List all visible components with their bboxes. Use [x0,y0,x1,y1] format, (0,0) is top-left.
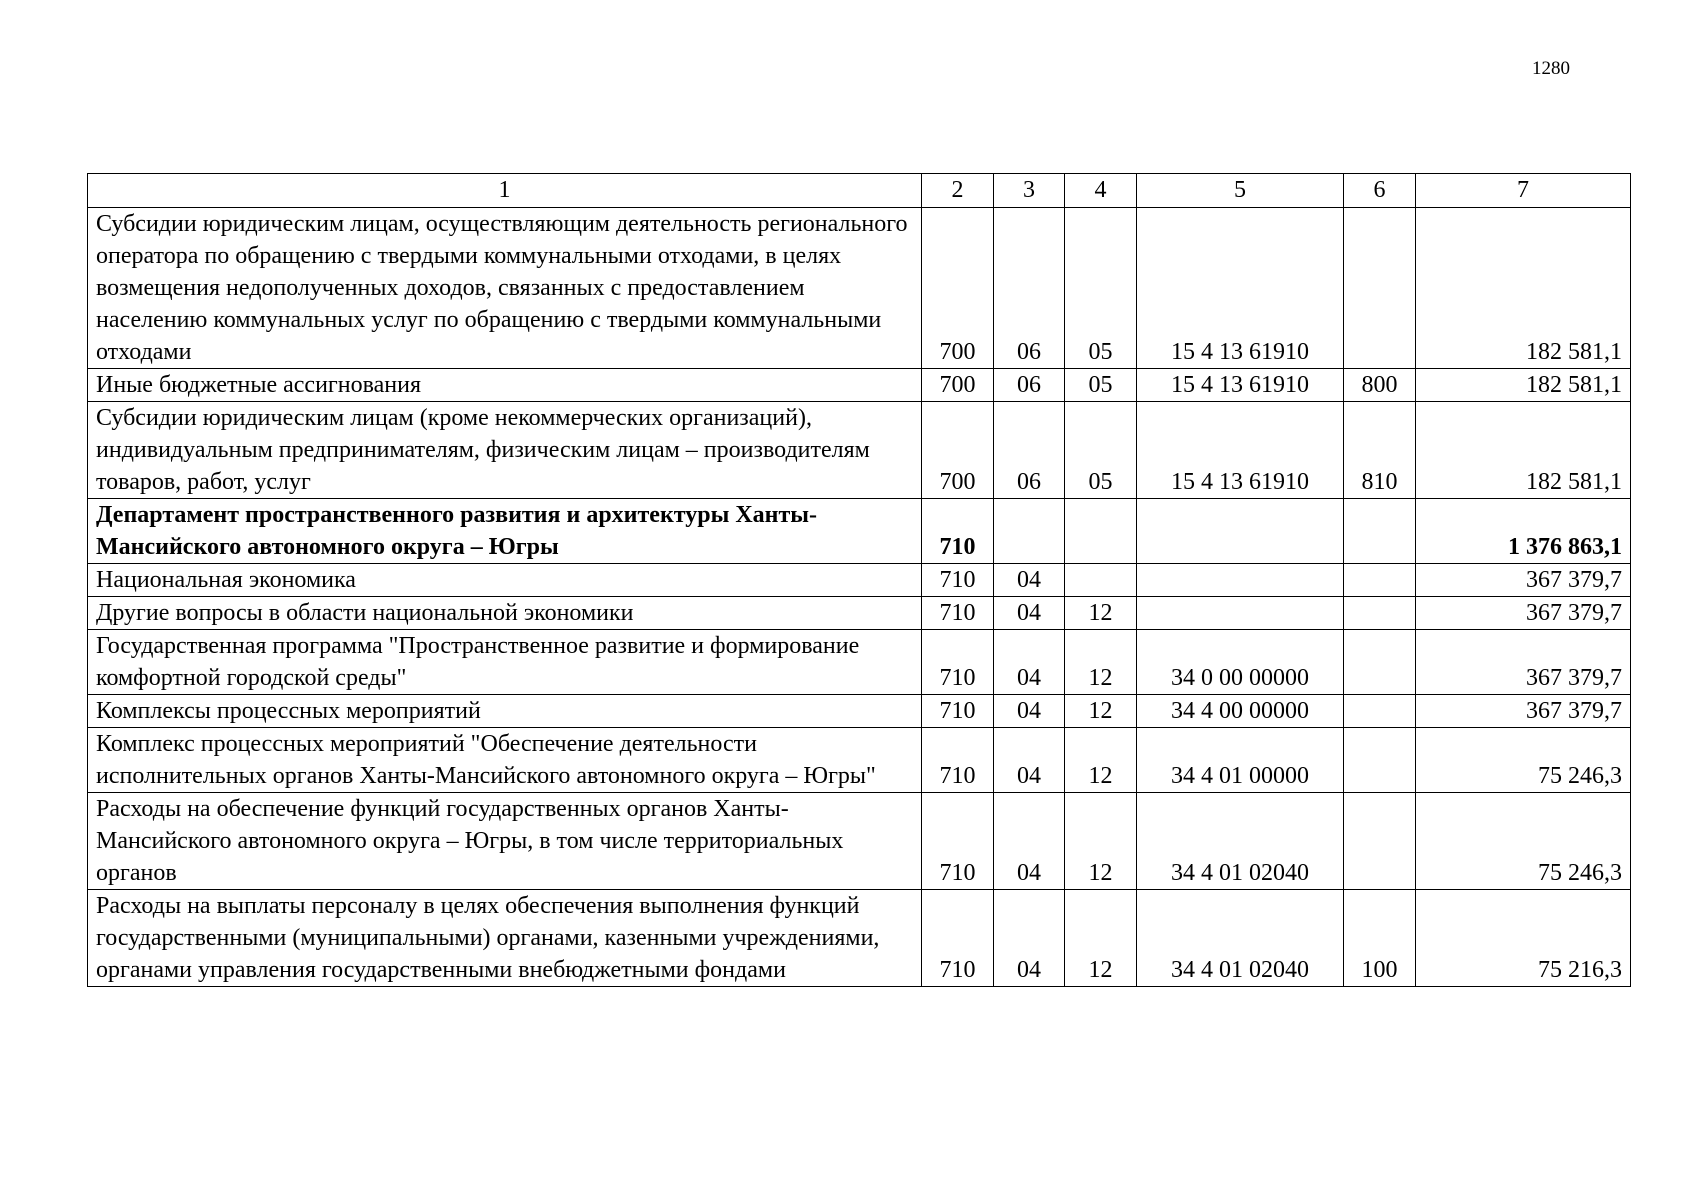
row-code-5: 34 4 01 02040 [1137,793,1344,890]
row-code-3: 06 [994,369,1065,402]
row-amount: 182 581,1 [1416,369,1631,402]
column-header: 7 [1416,174,1631,208]
page-number: 1280 [1532,58,1570,79]
row-amount: 367 379,7 [1416,630,1631,695]
table-row [88,728,1631,793]
row-amount: 1 376 863,1 [1416,499,1631,564]
row-code-4: 05 [1065,369,1137,402]
row-code-2: 710 [922,695,994,728]
row-code-2: 710 [922,630,994,695]
row-code-3: 04 [994,564,1065,597]
row-amount: 75 216,3 [1416,890,1631,987]
row-code-4: 12 [1065,793,1137,890]
row-description: Расходы на обеспечение функций государственных органов Ханты-Мансийского автономного округа – Югры, в том числе территориальных органов [88,793,922,890]
row-code-3: 04 [994,695,1065,728]
row-code-4: 12 [1065,890,1137,987]
row-code-4: 12 [1065,597,1137,630]
table-row-department [88,499,1631,564]
row-code-6 [1344,728,1416,793]
row-code-2: 700 [922,369,994,402]
row-description: Субсидии юридическим лицам (кроме некоммерческих организаций), индивидуальным предпринимателям, физическим лицам – производителям товаров, работ, услуг [88,402,922,499]
row-code-4 [1065,564,1137,597]
row-code-6: 100 [1344,890,1416,987]
table-row [88,369,1631,402]
header-row [88,174,1631,208]
row-code-2: 710 [922,564,994,597]
row-code-5: 34 4 01 02040 [1137,890,1344,987]
column-header: 5 [1137,174,1344,208]
row-code-4: 05 [1065,208,1137,369]
row-code-6 [1344,597,1416,630]
row-description: Комплекс процессных мероприятий "Обеспечение деятельности исполнительных органов Ханты-Мансийского автономного округа – Югры" [88,728,922,793]
row-code-5 [1137,499,1344,564]
row-code-3: 06 [994,208,1065,369]
row-amount: 367 379,7 [1416,695,1631,728]
row-description: Расходы на выплаты персоналу в целях обеспечения выполнения функций государственными (муниципальными) органами, казенными учреждениями, органами управления государственными внебюджетными фондами [88,890,922,987]
row-code-3: 04 [994,793,1065,890]
row-code-5: 34 4 01 00000 [1137,728,1344,793]
row-code-2: 710 [922,597,994,630]
row-code-3: 04 [994,630,1065,695]
row-amount: 367 379,7 [1416,564,1631,597]
row-code-4: 05 [1065,402,1137,499]
table-row [88,890,1631,987]
row-code-4: 12 [1065,728,1137,793]
row-description: Субсидии юридическим лицам, осуществляющим деятельность регионального оператора по обращению с твердыми коммунальными отходами, в целях возмещения недополученных доходов, связанных с предоставлением населению коммунальных услуг по обращению с твердыми коммунальными отходами [88,208,922,369]
row-description: Департамент пространственного развития и архитектуры Ханты-Мансийского автономного округа – Югры [88,499,922,564]
table-row [88,793,1631,890]
row-description: Другие вопросы в области национальной экономики [88,597,922,630]
row-code-6 [1344,695,1416,728]
table-row [88,208,1631,369]
row-description: Национальная экономика [88,564,922,597]
row-code-6 [1344,564,1416,597]
table-row [88,630,1631,695]
row-code-3: 04 [994,597,1065,630]
row-code-6 [1344,208,1416,369]
row-code-2: 700 [922,402,994,499]
row-code-5: 34 0 00 00000 [1137,630,1344,695]
row-amount: 182 581,1 [1416,208,1631,369]
table-row [88,597,1631,630]
table-row [88,402,1631,499]
row-code-3: 04 [994,890,1065,987]
row-code-4: 12 [1065,695,1137,728]
column-header: 1 [88,174,922,208]
row-description: Комплексы процессных мероприятий [88,695,922,728]
column-header: 3 [994,174,1065,208]
row-amount: 75 246,3 [1416,728,1631,793]
row-description: Иные бюджетные ассигнования [88,369,922,402]
row-description: Государственная программа "Пространственное развитие и формирование комфортной городской среды" [88,630,922,695]
row-code-6: 810 [1344,402,1416,499]
row-code-2: 710 [922,728,994,793]
row-code-5 [1137,564,1344,597]
row-code-6 [1344,499,1416,564]
row-code-3: 06 [994,402,1065,499]
row-code-2: 700 [922,208,994,369]
row-code-6 [1344,630,1416,695]
row-amount: 367 379,7 [1416,597,1631,630]
row-code-5: 15 4 13 61910 [1137,402,1344,499]
row-code-3 [994,499,1065,564]
budget-table [87,173,1631,987]
column-header: 6 [1344,174,1416,208]
row-code-4: 12 [1065,630,1137,695]
row-code-5: 15 4 13 61910 [1137,208,1344,369]
row-code-5 [1137,597,1344,630]
row-code-5: 34 4 00 00000 [1137,695,1344,728]
table-row [88,564,1631,597]
row-code-2: 710 [922,793,994,890]
row-code-4 [1065,499,1137,564]
row-code-6: 800 [1344,369,1416,402]
row-code-2: 710 [922,890,994,987]
column-header: 2 [922,174,994,208]
column-header: 4 [1065,174,1137,208]
row-code-3: 04 [994,728,1065,793]
row-amount: 182 581,1 [1416,402,1631,499]
row-code-6 [1344,793,1416,890]
row-code-2: 710 [922,499,994,564]
row-code-5: 15 4 13 61910 [1137,369,1344,402]
row-amount: 75 246,3 [1416,793,1631,890]
table-row [88,695,1631,728]
